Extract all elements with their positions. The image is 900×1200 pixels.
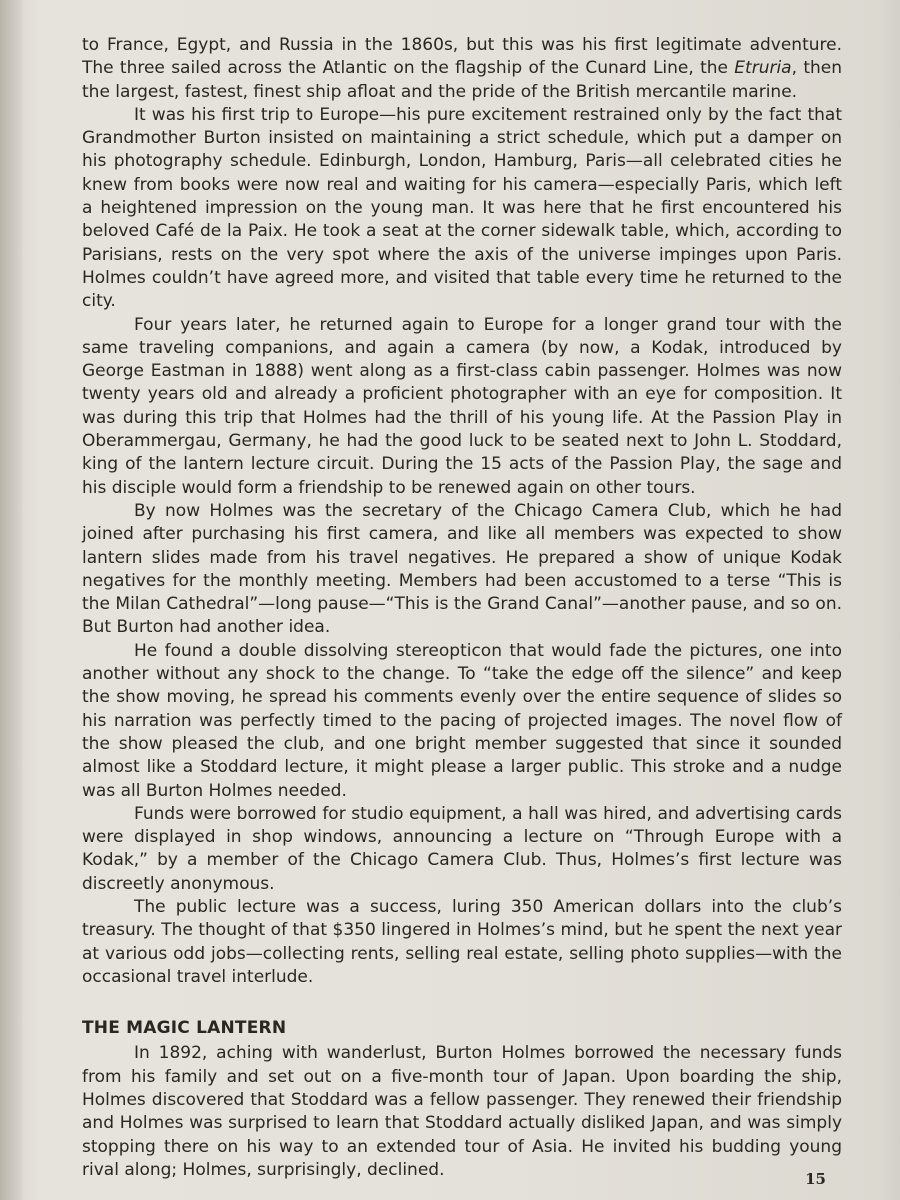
paragraph-7: The public lecture was a success, luring 350 American dollars into the club’s treasury. The thought of that $350 lingered in Holmes’s mind, but he spent the next year at various odd jobs—collecting rents, selling real estate, selling photo supplies—with the occasional travel interlude. [82, 896, 842, 987]
paragraph-5: He found a double dissolving stereopticon that would fade the pictures, one into another without any shock to the change. To “take the edge off the silence” and keep the show moving, he spread his comments evenly over the entire sequence of slides so his narration was perfectly timed to the pacing of projected images. The novel flow of the show pleased the club, and one bright member suggested that since it sounded almost like a Stoddard lecture, it might please a larger public. This stroke and a nudge was all Burton Holmes needed. [82, 640, 842, 801]
section-heading: THE MAGIC LANTERN [82, 1018, 287, 1039]
paragraph-6: Funds were borrowed for studio equipment, a hall was hired, and advertising cards were displayed in shop windows, announcing a lecture on “Through Europe with a Kodak,” by a member of the Chicago Camera Club. Thus, Holmes’s first lecture was discreetly anonymous. [82, 803, 842, 894]
paragraph-1-text-a: to France, Egypt, and Russia in the 1860s, but this was his first legitimate adventure. The three sailed across the Atlantic on the flagship of the Cunard Line, the [82, 35, 842, 79]
paragraph-8: In 1892, aching with wanderlust, Burton Holmes borrowed the necessary funds from his family and set out on a five-month tour of Japan. Upon boarding the ship, Holmes discovered that Stoddard was a fellow passenger. They renewed their friendship and Holmes was surprised to learn that Stoddard actually disliked Japan, and was simply stopping there on his way to an extended tour of Asia. He invited his budding young rival along; Holmes, surprisingly, declined. [82, 1043, 842, 1180]
book-page-text [82, 34, 842, 1182]
paragraph-4: By now Holmes was the secretary of the Chicago Camera Club, which he had joined after purchasing his first camera, and like all members was expected to show lantern slides made from his travel negatives. He prepared a show of unique Kodak negatives for the monthly meeting. Members had been accustomed to a terse “This is the Milan Cathedral”—long pause—“This is the Grand Canal”—another pause, and so on. But Burton had another idea. [82, 500, 842, 638]
paragraph-1 [82, 34, 842, 104]
book-gutter [0, 0, 22, 1200]
paragraph-1-text-b: , then the largest, fastest, finest ship afloat and the pride of the British mercantile marine. [82, 58, 842, 102]
page-number: 15 [805, 1170, 826, 1188]
paragraph-2: It was his first trip to Europe—his pure excitement restrained only by the fact that Grandmother Burton insisted on maintaining a strict schedule, which put a damper on his photography schedule. Edinburgh, London, Hamburg, Paris—all celebrated cities he knew from books were now real and waiting for his camera—especially Paris, which left a heightened impression on the young man. It was here that he first encountered his beloved Café de la Paix. He took a seat at the corner sidewalk table, which, according to Parisians, rests on the very spot where the axis of the universe impinges upon Paris. Holmes couldn’t have agreed more, and visited that table every time he returned to the city. [82, 104, 842, 312]
paragraph-3: Four years later, he returned again to Europe for a longer grand tour with the same traveling companions, and again a camera (by now, a Kodak, introduced by George Eastman in 1888) went along as a first-class cabin passenger. Holmes was now twenty years old and already a proficient photographer with an eye for composition. It was during this trip that Holmes had the thrill of his young life. At the Passion Play in Oberammergau, Germany, he had the good luck to be seated next to John L. Stoddard, king of the lantern lecture circuit. During the 15 acts of the Passion Play, the sage and his disciple would form a friendship to be renewed again on other tours. [82, 314, 842, 498]
ship-name-etruria: Etruria [734, 58, 792, 79]
